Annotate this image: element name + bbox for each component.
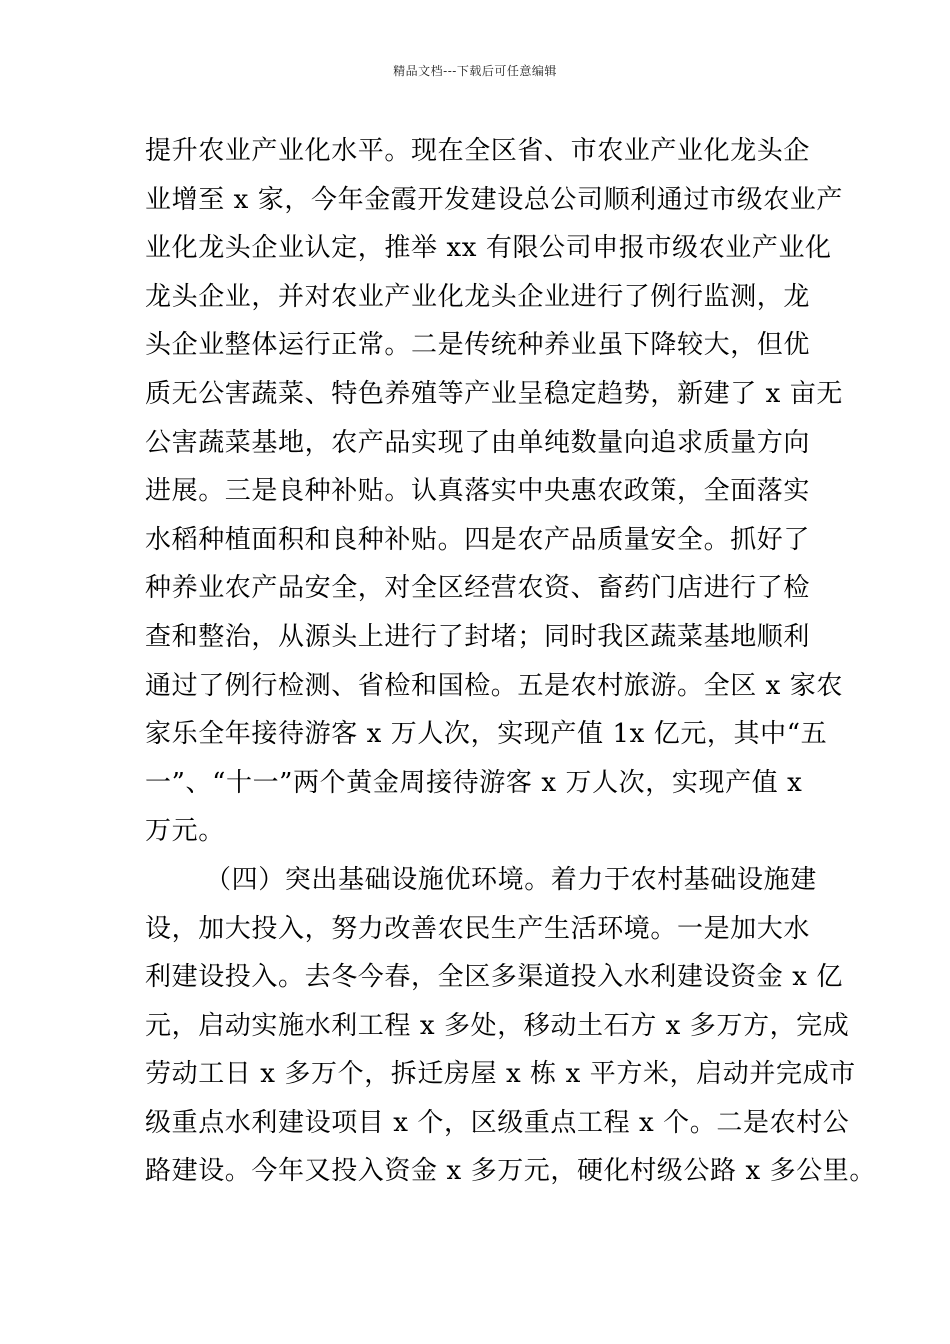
text-line: （四）突出基础设施优环境。着力于农村基础设施建 — [205, 864, 817, 895]
text-line: 劳动工日 x 多万个，拆迁房屋 x 栋 x 平方米，启动并完成市 — [145, 1059, 856, 1090]
text-line: 进展。三是良种补贴。认真落实中央惠农政策，全面落实 — [145, 476, 811, 507]
text-line: 水稻种植面积和良种补贴。四是农产品质量安全。抓好了 — [145, 524, 811, 555]
text-line: 公害蔬菜基地，农产品实现了由单纯数量向追求质量方向 — [145, 427, 811, 458]
document-body — [145, 127, 876, 1196]
text-line: 查和整治，从源头上进行了封堵；同时我区蔬菜基地顺利 — [145, 621, 811, 652]
text-line: 通过了例行检测、省检和国检。五是农村旅游。全区 x 家农 — [145, 670, 843, 701]
text-line: 利建设投入。去冬今春，全区多渠道投入水利建设资金 x 亿 — [145, 962, 843, 993]
text-line: 路建设。今年又投入资金 x 多万元，硬化村级公路 x 多公里。 — [145, 1156, 876, 1187]
page-header: 精品文档---下载后可任意编辑 — [393, 64, 557, 78]
text-line: 设，加大投入，努力改善农民生产生活环境。一是加大水 — [145, 913, 811, 944]
paragraph-infrastructure — [145, 856, 876, 1196]
text-line: 提升农业产业化水平。现在全区省、市农业产业化龙头企 — [145, 136, 811, 166]
text-line: 质无公害蔬菜、特色养殖等产业呈稳定趋势，新建了 x 亩无 — [145, 378, 843, 409]
text-line: 龙头企业，并对农业产业化龙头企业进行了例行监测，龙 — [145, 281, 811, 312]
paragraph-agricultural-industrialization — [145, 127, 843, 856]
text-line: 头企业整体运行正常。二是传统种养业虽下降较大，但优 — [145, 330, 811, 361]
text-line: 业增至 x 家，今年金霞开发建设总公司顺利通过市级农业产 — [145, 184, 843, 215]
text-line: 家乐全年接待游客 x 万人次，实现产值 1x 亿元，其中“五 — [145, 719, 828, 750]
text-line: 万元。 — [145, 816, 225, 847]
text-line: 一”、“十一”两个黄金周接待游客 x 万人次，实现产值 x — [145, 767, 803, 798]
text-line: 种养业农产品安全，对全区经营农资、畜药门店进行了检 — [145, 573, 811, 604]
text-line: 级重点水利建设项目 x 个，区级重点工程 x 个。二是农村公 — [145, 1107, 850, 1138]
text-line: 业化龙头企业认定，推举 xx 有限公司申报市级农业产业化 — [145, 233, 832, 264]
text-line: 元，启动实施水利工程 x 多处，移动土石方 x 多万方，完成 — [145, 1010, 850, 1041]
